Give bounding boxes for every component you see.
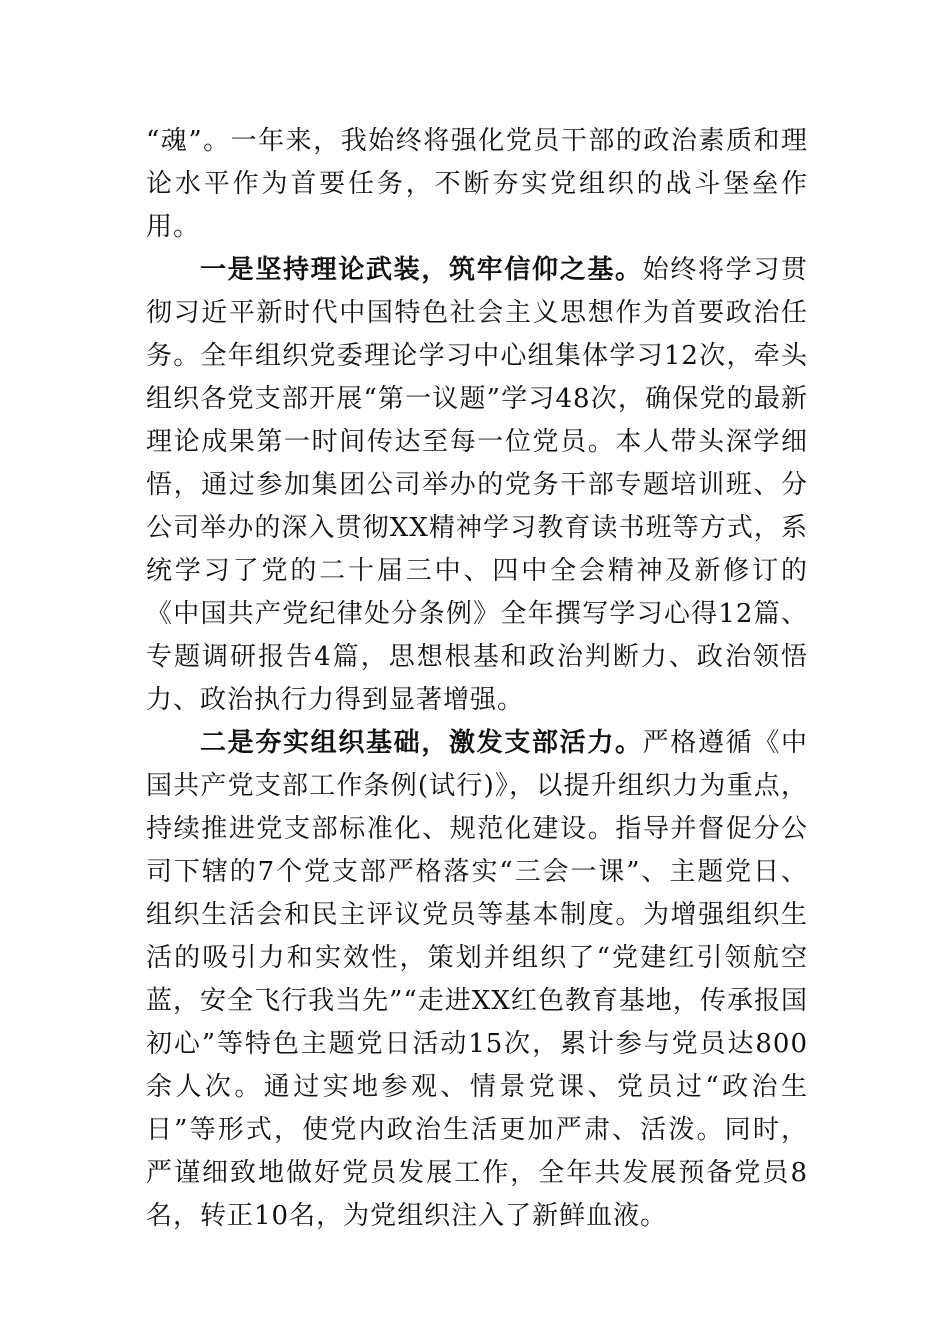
paragraph-organization	[146, 722, 808, 1238]
paragraph-heading: 二是夯实组织基础，激发支部活力。	[200, 728, 643, 758]
paragraph-heading: 一是坚持理论武装，筑牢信仰之基。	[200, 255, 643, 285]
paragraph-text: 严格遵循《中国共产党支部工作条例(试行)》，以提升组织力为重点，持续推进党支部标准化、规范化建设。指导并督促分公司下辖的7个党支部严格落实“三会一课”、主题党日、组织生活会和民主评议党员等基本制度。为增强组织生活的吸引力和实效性，策划并组织了“党建红引领航空蓝，安全飞行我当先”“走进XX红色教育基地，传承报国初心”等特色主题党日活动15次，累计参与党员达800余人次。通过实地参观、情景党课、党员过“政治生日”等形式，使党内政治生活更加严肃、活泼。同时，严谨细致地做好党员发展工作，全年共发展预备党员8名，转正10名，为党组织注入了新鲜血液。	[146, 728, 808, 1231]
paragraph-theory	[146, 249, 808, 722]
paragraph-text: 始终将学习贯彻习近平新时代中国特色社会主义思想作为首要政治任务。全年组织党委理论学习中心组集体学习12次，牵头组织各党支部开展“第一议题”学习48次，确保党的最新理论成果第一时间传达至每一位党员。本人带头深学细悟，通过参加集团公司举办的党务干部专题培训班、分公司举办的深入贯彻XX精神学习教育读书班等方式，系统学习了党的二十届三中、四中全会精神及新修订的《中国共产党纪律处分条例》全年撰写学习心得12篇、专题调研报告4篇，思想根基和政治判断力、政治领悟力、政治执行力得到显著增强。	[146, 255, 808, 715]
paragraph-text: “魂”。一年来，我始终将强化党员干部的政治素质和理论水平作为首要任务，不断夯实党组织的战斗堡垒作用。	[146, 126, 808, 242]
paragraph-intro	[146, 120, 808, 249]
document-body	[146, 120, 808, 1238]
